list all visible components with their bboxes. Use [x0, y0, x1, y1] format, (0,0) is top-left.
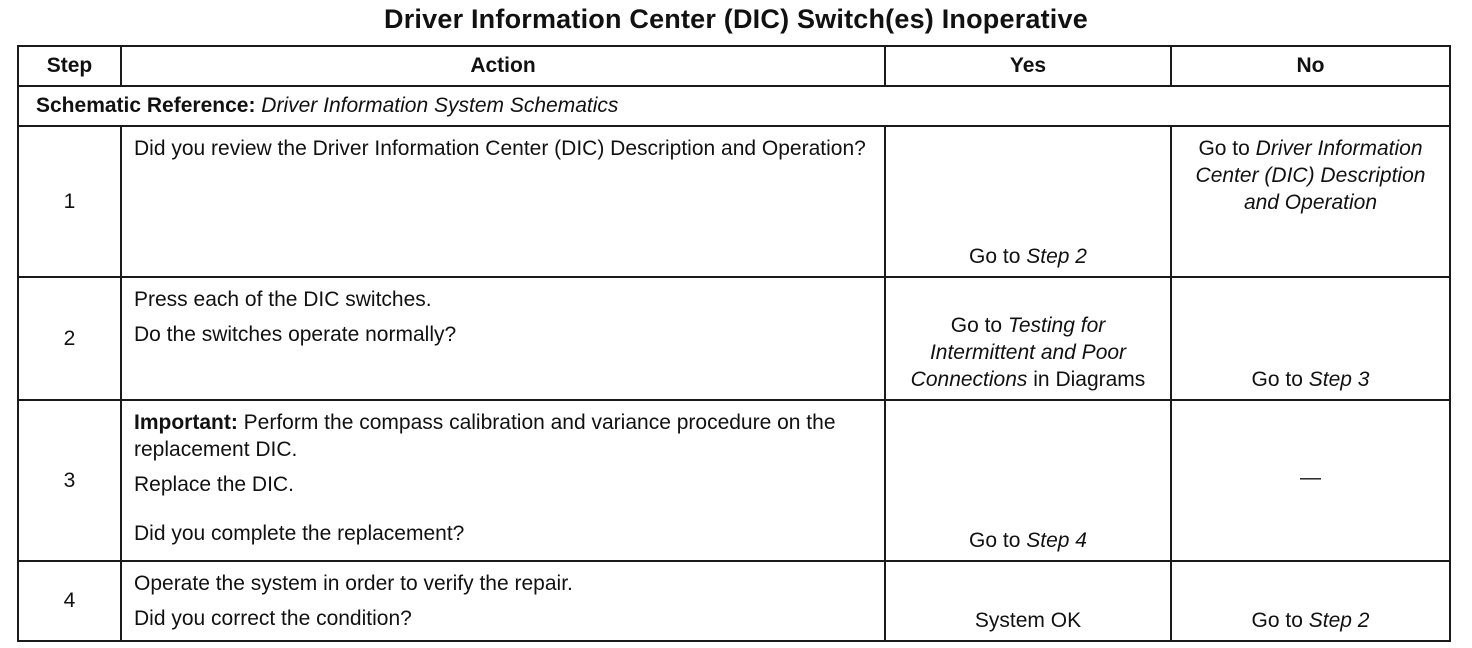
- yes-link[interactable]: Step 4: [1026, 529, 1087, 552]
- action-text: Did you review the Driver Information Center (DIC) Description and Operation?: [134, 137, 866, 160]
- yes-cell: Go to Step 2: [885, 126, 1171, 277]
- no-cell: Go to Step 3: [1171, 277, 1450, 400]
- yes-link[interactable]: Step 2: [1026, 245, 1087, 268]
- table-row: [18, 400, 1450, 561]
- schematic-row: [18, 86, 1450, 126]
- action-cell: [121, 400, 885, 561]
- yes-cell: Go to Testing for Intermittent and Poor Connections in Diagrams: [885, 277, 1171, 400]
- important-note: Important: Perform the compass calibration and variance procedure on the replacement DIC.: [134, 411, 836, 461]
- header-action: Action: [121, 46, 885, 86]
- yes-link[interactable]: Testing for Intermittent and Poor Connections: [910, 314, 1127, 391]
- action-text: Operate the system in order to verify the repair.: [134, 572, 573, 595]
- page-title: Driver Information Center (DIC) Switch(es) Inoperative: [384, 4, 1088, 34]
- header-yes: Yes: [885, 46, 1171, 86]
- table-row: [18, 126, 1450, 277]
- no-link[interactable]: Step 3: [1308, 368, 1370, 391]
- header-no: No: [1171, 46, 1450, 86]
- important-label: Important:: [134, 411, 238, 434]
- action-text: Replace the DIC.: [134, 473, 294, 496]
- header-row: [18, 46, 1450, 86]
- action-cell: [121, 277, 885, 400]
- action-cell: [121, 126, 885, 277]
- action-question: Do the switches operate normally?: [134, 323, 457, 346]
- step-number: 3: [18, 400, 121, 561]
- table-row: [18, 561, 1450, 641]
- no-cell: Go to Driver Information Center (DIC) Description and Operation: [1171, 126, 1450, 277]
- action-cell: [121, 561, 885, 641]
- yes-cell: System OK: [885, 561, 1171, 641]
- step-number: 4: [18, 561, 121, 641]
- schematic-link[interactable]: Driver Information System Schematics: [261, 94, 619, 117]
- diagnostic-table: [17, 45, 1451, 642]
- table-row: [18, 277, 1450, 400]
- action-question: Did you correct the condition?: [134, 607, 412, 630]
- no-cell: Go to Step 2: [1171, 561, 1450, 641]
- no-link[interactable]: Step 2: [1308, 609, 1370, 632]
- no-cell: —: [1171, 400, 1450, 561]
- step-number: 1: [18, 126, 121, 277]
- no-link[interactable]: Driver Information Center (DIC) Description and Operation: [1195, 137, 1426, 214]
- step-number: 2: [18, 277, 121, 400]
- yes-cell: Go to Step 4: [885, 400, 1171, 561]
- header-step: Step: [18, 46, 121, 86]
- action-question: Did you complete the replacement?: [134, 522, 465, 545]
- action-text: Press each of the DIC switches.: [134, 288, 432, 311]
- schematic-label: Schematic Reference:: [36, 94, 256, 117]
- schematic-reference: [18, 86, 1450, 126]
